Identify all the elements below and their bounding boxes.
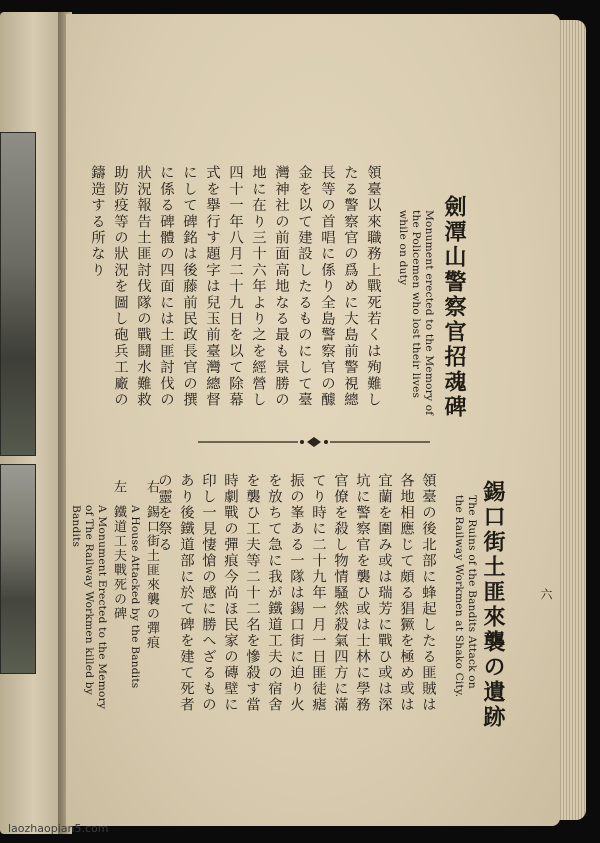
left-page (0, 12, 62, 834)
section2-col-1: 領臺の後北部に蜂起したる匪賊は (420, 473, 436, 713)
caption-left-en-1: A Monument Erected to the Memory (96, 505, 108, 710)
caption-left-en-2: of The Railway Workmen killed by (83, 505, 95, 695)
page-edges (558, 20, 586, 820)
caption-left-en-3: Bandits (70, 505, 82, 548)
caption-right-jp: 錫口街土匪來襲の彈痕 (144, 505, 159, 650)
section2-col-3: 宜蘭を圍み或は瑞芳に戰ひ或は深 (376, 473, 392, 713)
section1-english-1: Monument erected to the Memory of (423, 210, 435, 416)
section1-col-7: 四十一年八月二十九日を以て除幕 (227, 165, 243, 408)
section2-english-2: the Railway Workmen at Shako City. (453, 495, 465, 698)
left-photo-top (0, 132, 36, 456)
section1-col-1: 領臺以來職務上戰死若くは殉難し (365, 165, 381, 408)
section1-english-2: the Policemen who lost their lives (410, 210, 422, 399)
section1-col-2: たる警察官の爲めに大島前警視總 (342, 165, 358, 408)
section2-col-10: 時劇戰の彈痕今尚ほ民家の磚壁に (222, 473, 238, 713)
section1-col-9: にして碑銘は後藤前民政長官の撰 (181, 165, 197, 408)
section2-english-1: The Ruins of the Bandits Attack on (466, 495, 478, 689)
section2-col-4: 坑に警察官を襲ひ或は士林に學務 (354, 473, 370, 713)
caption-left-jp: 鐵道工夫戰死の碑 (111, 505, 126, 621)
section2-col-9: を襲ひ工夫等二十二名を慘殺す當 (244, 473, 260, 713)
section-divider (198, 437, 430, 447)
section1-col-3: 長等の首唱に係り全島警察官の醵 (319, 165, 335, 408)
section1-col-10: に係る碑體の四面には土匪討伐の (158, 165, 174, 408)
section2-col-13: の靈を祭る (156, 473, 172, 553)
caption-left-marker: 左 (111, 480, 126, 495)
caption-right-marker: 右 (144, 480, 159, 495)
section1-col-6: 地に在り三十六年より之を經營し (250, 165, 266, 408)
section1-col-13: 鑄造する所なり (89, 165, 105, 279)
section1-col-12: 助防疫等の狀況を圖し砲兵工廠の (112, 165, 128, 408)
section1-title: 劍潭山警察官招魂碑 (441, 195, 467, 420)
section1-english-3: while on duty (397, 210, 409, 286)
section2-col-12: あり後鐵道部に於て碑を建て死者 (178, 473, 194, 713)
section2-col-6: てり時に二十九年一月一日匪徒瘧 (310, 473, 326, 713)
section1-col-4: 金を以て建設したるものにして臺 (296, 165, 312, 408)
watermark: laozhaopian5.com (8, 822, 109, 835)
left-photo-bottom (0, 464, 36, 674)
section1-col-11: 狀況報告土匪討伐隊の戰鬪水難救 (135, 165, 151, 408)
page-number: 六 (539, 588, 553, 600)
section2-col-2: 各地相應じて頗る猖獗を極め或は (398, 473, 414, 713)
section2-col-7: 振の峯ある一隊は錫口街に迫り火 (288, 473, 304, 713)
section1-col-8: 式を擧行す題字は兒玉前臺灣總督 (204, 165, 220, 408)
section2-col-5: 官僚を殺し物情騷然殺氣四方に滿 (332, 473, 348, 713)
caption-right-en: A House Attacked by the Bandits (129, 505, 141, 689)
section1-col-5: 灣神社の前面高地なる最も景勝の (273, 165, 289, 408)
section2-col-11: 印し一見悽愴の感に勝へざるもの (200, 473, 216, 713)
section2-col-8: を放ちて急に我が鐵道工夫の宿舍 (266, 473, 282, 713)
section2-title: 錫口街土匪來襲の遺跡 (480, 480, 506, 730)
